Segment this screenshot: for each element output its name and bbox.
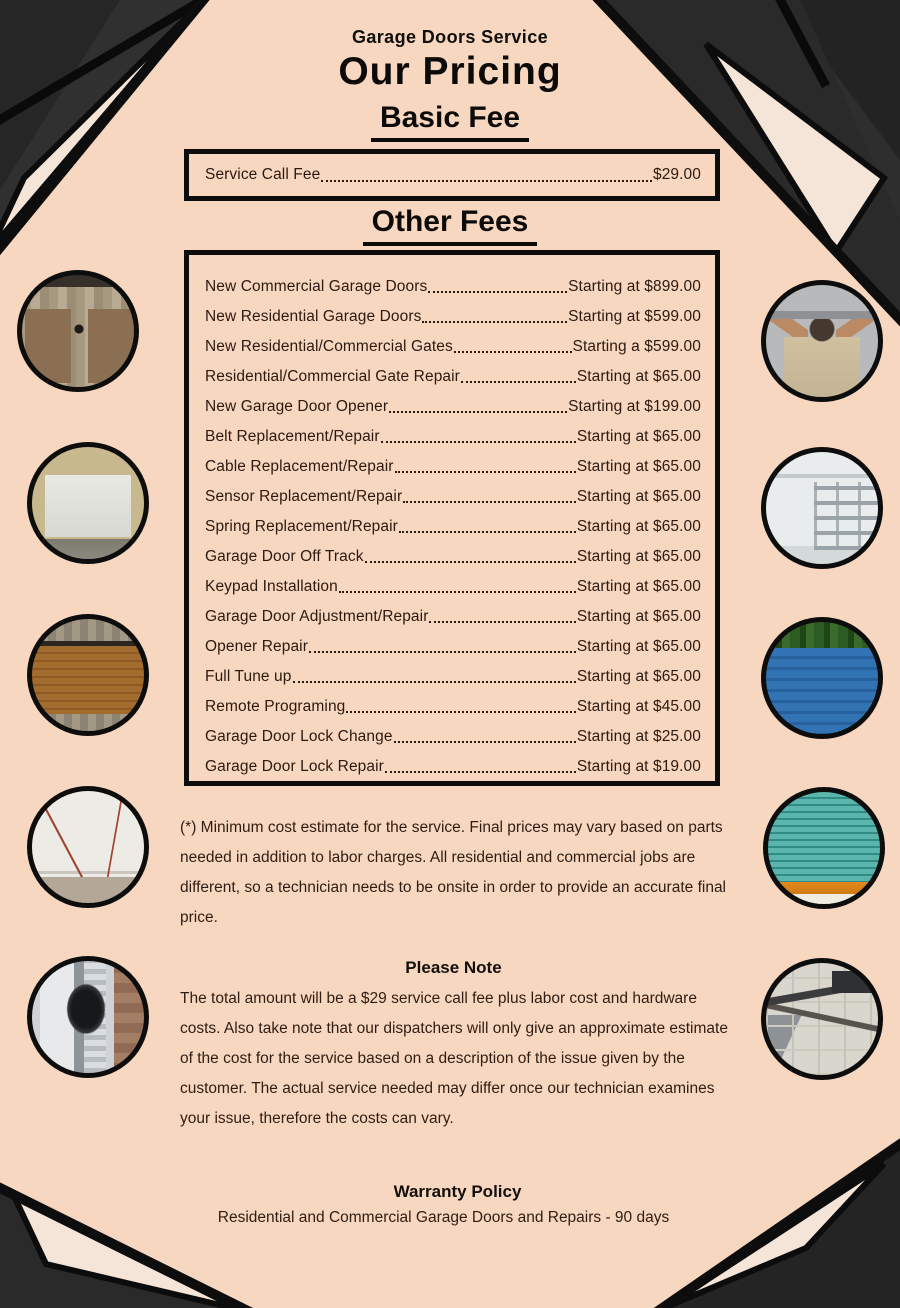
fee-label: Opener Repair [205,638,308,655]
fee-value: Starting a $599.00 [572,338,701,355]
dot-leader [461,381,576,383]
fee-row [205,298,701,328]
kicker-text: Garage Doors Service [351,27,549,47]
basic-fee-heading: Basic Fee [0,101,900,142]
fee-value: Starting at $899.00 [568,278,701,295]
dot-leader [339,591,576,593]
fee-value: Starting at $65.00 [576,518,701,535]
fee-label: New Commercial Garage Doors [205,278,428,295]
photo-opener-rail [761,958,883,1080]
photo-wooden-door-panel [27,614,149,736]
dot-leader [394,741,576,743]
fee-label: Full Tune up [205,668,292,685]
dot-leader [365,561,576,563]
fee-row [205,448,701,478]
dot-leader [422,321,567,323]
fee-row [205,538,701,568]
other-fees-heading: Other Fees [0,205,900,246]
fee-label: Garage Door Lock Change [205,728,393,745]
dot-leader [389,411,567,413]
fee-label: Garage Door Lock Repair [205,758,384,775]
fee-row [205,748,701,778]
fee-value: Starting at $65.00 [576,578,701,595]
fee-label: New Residential Garage Doors [205,308,422,325]
fee-value: Starting at $25.00 [576,728,701,745]
fee-value: Starting at $65.00 [576,458,701,475]
please-note-heading: Please Note [405,958,502,977]
photo-technician-install [761,280,883,402]
fee-row [205,568,701,598]
fee-row [205,598,701,628]
fee-value: Starting at $65.00 [576,608,701,625]
dot-leader [429,621,575,623]
fee-row [205,628,701,658]
photo-opener-unit [27,956,149,1078]
fee-value: Starting at $199.00 [568,398,701,415]
dot-leader [454,351,572,353]
footnote-text: (*) Minimum cost estimate for the service. Final prices may vary based on parts needed in addition to labor charges. All residential and commercial jobs are different, so a technician needs to be onsite in order to provide an accurate final price. [180,819,727,926]
fee-value: Starting at $45.00 [576,698,701,715]
fee-value: Starting at $599.00 [568,308,701,325]
fee-label: Service Call Fee [205,166,321,183]
fee-label: New Residential/Commercial Gates [205,338,453,355]
fee-value: $29.00 [652,166,701,183]
dot-leader [309,651,576,653]
dot-leader [346,711,575,713]
fee-label: Spring Replacement/Repair [205,518,398,535]
fee-row [205,388,701,418]
photo-teal-shutter-door [763,787,885,909]
fee-value: Starting at $65.00 [576,548,701,565]
fee-row [205,718,701,748]
dot-leader [403,501,576,503]
photo-garage-gate-tracks [761,447,883,569]
please-note-body: The total amount will be a $29 service call fee plus labor cost and hardware costs. Also take note that our dispatchers will only give an approximate estimate of the cost for the service based on a description of the issue given by the customer. The actual service needed may differ once our technician examines your issue, therefore the costs can vary. [180,990,728,1127]
dot-leader [381,441,576,443]
fee-row [205,418,701,448]
photo-white-garage-door [27,442,149,564]
fee-value: Starting at $65.00 [576,368,701,385]
photo-blue-roller-door [761,617,883,739]
fee-value: Starting at $65.00 [576,668,701,685]
basic-fee-row [205,164,701,186]
fee-value: Starting at $65.00 [576,638,701,655]
fee-label: Garage Door Off Track [205,548,364,565]
other-fees-box [184,250,720,786]
dot-leader [395,471,576,473]
dot-leader [399,531,576,533]
fee-label: Belt Replacement/Repair [205,428,380,445]
fee-label: New Garage Door Opener [205,398,389,415]
fee-row [205,268,701,298]
photo-garage-interior-frame [27,786,149,908]
fee-row [205,478,701,508]
fee-value: Starting at $19.00 [576,758,701,775]
dot-leader [428,291,567,293]
basic-fee-box [184,149,720,201]
fee-row [205,328,701,358]
dot-leader [321,180,652,182]
fee-row [205,658,701,688]
fee-row [205,688,701,718]
fee-value: Starting at $65.00 [576,488,701,505]
fee-label: Keypad Installation [205,578,338,595]
fee-label: Cable Replacement/Repair [205,458,394,475]
fee-label: Garage Door Adjustment/Repair [205,608,429,625]
fee-label: Remote Programing [205,698,346,715]
photo-stone-house-doors [17,270,139,392]
fee-row [205,358,701,388]
fee-label: Residential/Commercial Gate Repair [205,368,460,385]
dot-leader [385,771,576,773]
fee-label: Sensor Replacement/Repair [205,488,403,505]
dot-leader [293,681,576,683]
fee-row [205,508,701,538]
page-title: Our Pricing [338,50,562,93]
fee-value: Starting at $65.00 [576,428,701,445]
warranty-body: Residential and Commercial Garage Doors and Repairs - 90 days [217,1209,670,1226]
warranty-heading: Warranty Policy [393,1182,522,1201]
